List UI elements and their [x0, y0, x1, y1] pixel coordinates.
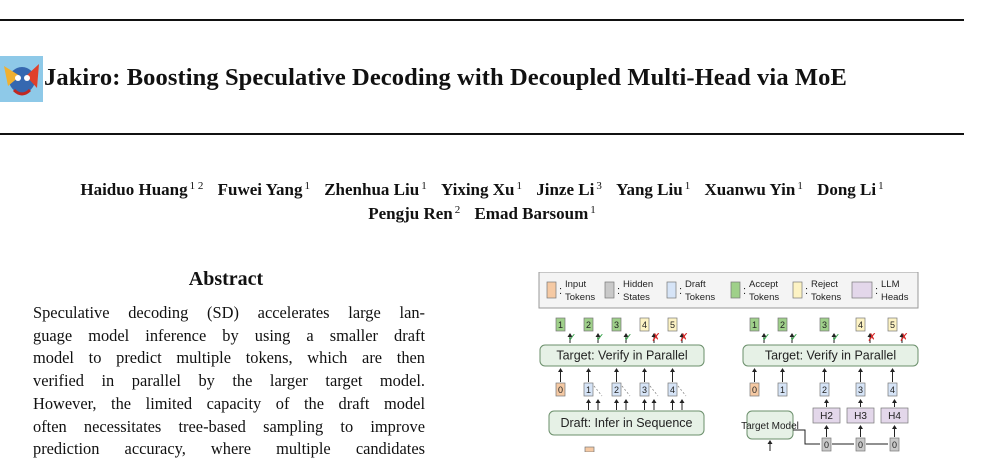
right-hidden-arrow-head [824, 425, 829, 429]
right-target-box-label: Target: Verify in Parallel [764, 348, 897, 363]
legend-swatch-accept [731, 282, 740, 298]
right-head-arrow-head [824, 399, 829, 403]
legend-swatch-reject [793, 282, 802, 298]
author: Dong Li $^1$ [817, 180, 884, 199]
author: Pengju Ren $^2$ [368, 204, 461, 223]
right-head-arrow-head [858, 399, 863, 403]
title-row [0, 52, 986, 108]
left-output-token-label: 4 [641, 320, 648, 330]
right-llm-head-label: H3 [854, 411, 867, 422]
left-draft-arrow-head [642, 399, 647, 403]
left-verify-mark: ✗ [651, 332, 661, 344]
left-draft-arrow-head [586, 399, 591, 403]
author: Yixing Xu $^1$ [440, 180, 522, 199]
right-output-token-label: 1 [751, 320, 758, 330]
abstract-line: often necessitates tree-based sampling to improve [33, 416, 425, 436]
left-seq-link [678, 386, 686, 396]
left-draft-arrow-2-head [652, 399, 657, 403]
legend-colon-accept: : [743, 285, 747, 297]
right-verify-mark: ✗ [899, 332, 909, 344]
left-verify-mark: ✓ [623, 332, 633, 344]
right-verify-mark: ✓ [789, 332, 799, 344]
top-rule [0, 19, 964, 21]
left-input-arrow-head [586, 368, 591, 372]
left-draft-arrow-head [614, 399, 619, 403]
legend-label-accept-line1: Accept [749, 279, 779, 290]
right-input-token-label: 3 [857, 385, 864, 395]
abstract-line: However, the limited capacity of the draft model [33, 393, 425, 413]
right-verify-mark: ✓ [761, 332, 771, 344]
legend-colon-input: : [559, 285, 563, 297]
authors-line-1 [0, 180, 964, 200]
legend-label-input-line2: Tokens [565, 292, 596, 303]
abstract-heading: Abstract [188, 268, 264, 290]
left-seq-link [622, 386, 630, 396]
left-input-arrow-head [558, 368, 563, 372]
legend-swatch-draft [667, 282, 676, 298]
figure-diagram [537, 272, 920, 452]
right-model-input-arrow-head [768, 440, 773, 444]
legend-swatch-llm [852, 282, 872, 298]
legend-label-hidden-line2: States [623, 292, 650, 303]
right-input-token-label: 0 [751, 385, 758, 395]
right-flow-line [793, 430, 820, 444]
left-seq-link [594, 386, 602, 396]
left-draft-box-label: Draft: Infer in Sequence [560, 416, 693, 430]
right-input-arrow-head [752, 368, 757, 372]
right-llm-head-label: H2 [820, 411, 833, 422]
left-output-token-label: 5 [669, 320, 676, 330]
legend-label-hidden-line1: Hidden [623, 279, 654, 290]
right-llm-head-label: H4 [888, 411, 901, 422]
right-input-arrow-head [780, 368, 785, 372]
left-input-token-label: 3 [641, 385, 648, 395]
legend-swatch-hidden [605, 282, 614, 298]
paper-title: Jakiro: Boosting Speculative Decoding with Decoupled Multi-Head via MoE [44, 64, 847, 91]
right-verify-mark: ✓ [831, 332, 841, 344]
right-output-token-label: 3 [821, 320, 828, 330]
abstract-line: prediction accuracy, where multiple candidates [33, 439, 425, 459]
abstract-line: Speculative decoding (SD) accelerates large lan- [33, 303, 425, 322]
dragon-logo-icon [0, 56, 43, 102]
legend-label-llm-line2: Heads [881, 292, 909, 303]
author: Xuanwu Yin $^1$ [704, 180, 803, 199]
right-output-token-label: 2 [779, 320, 786, 330]
author: Zhenhua Liu $^1$ [324, 180, 427, 199]
right-input-token-label: 4 [889, 385, 896, 395]
right-hidden-token-label: 0 [891, 440, 898, 450]
left-output-token-label: 1 [557, 320, 564, 330]
legend-label-draft-line2: Tokens [685, 292, 716, 303]
bottom-rule [0, 133, 964, 135]
right-hidden-token-label: 0 [857, 440, 864, 450]
author: Fuwei Yang $^1$ [217, 180, 310, 199]
author: Jinze Li $^3$ [536, 180, 602, 199]
right-input-arrow-head [858, 368, 863, 372]
right-output-token-label: 5 [889, 320, 896, 330]
right-input-token-label: 2 [821, 385, 828, 395]
right-hidden-token-label: 0 [823, 440, 830, 450]
left-input-arrow-head [642, 368, 647, 372]
left-input-arrow-head [670, 368, 675, 372]
legend-label-reject-line1: Reject [811, 279, 838, 290]
legend-colon-draft: : [679, 285, 683, 297]
abstract-line: guage model inference by using a smaller draft [33, 325, 425, 345]
author: Emad Barsoum $^1$ [474, 204, 596, 223]
right-hidden-arrow-head [892, 425, 897, 429]
right-input-token-label: 1 [779, 385, 786, 395]
figure-1 [537, 272, 920, 452]
left-input-token-label: 2 [613, 385, 620, 395]
right-model-box-label: Target Model [741, 421, 799, 432]
left-seq-link [650, 386, 658, 396]
left-verify-mark: ✓ [595, 332, 605, 344]
left-bottom-token-partial [585, 447, 594, 452]
author: Haiduo Huang $^{1 2}$ [80, 180, 204, 199]
right-verify-mark: ✗ [867, 332, 877, 344]
right-output-token-label: 4 [857, 320, 864, 330]
abstract-body [33, 302, 425, 461]
legend-label-draft-line1: Draft [685, 279, 706, 290]
left-input-token-label: 1 [585, 385, 592, 395]
legend-label-reject-line2: Tokens [811, 292, 842, 303]
left-draft-arrow-head [670, 399, 675, 403]
left-verify-mark: ✗ [679, 332, 689, 344]
left-input-arrow-head [614, 368, 619, 372]
left-output-token-label: 2 [585, 320, 592, 330]
left-output-token-label: 3 [613, 320, 620, 330]
author: Yang Liu $^1$ [616, 180, 691, 199]
left-input-token-label: 4 [669, 385, 676, 395]
right-head-arrow-head [892, 399, 897, 403]
legend-colon-reject: : [805, 285, 809, 297]
abstract-line: model to predict multiple tokens, which are then [33, 348, 425, 368]
abstract-line: verified in parallel by the larger target model. [33, 371, 425, 391]
left-verify-mark: ✓ [567, 332, 577, 344]
left-draft-arrow-2-head [596, 399, 601, 403]
right-input-arrow-head [822, 368, 827, 372]
left-draft-arrow-2-head [680, 399, 685, 403]
right-input-arrow-head [890, 368, 895, 372]
legend-label-llm-line1: LLM [881, 279, 900, 290]
authors-line-2 [0, 204, 964, 224]
legend-colon-llm: : [875, 285, 879, 297]
left-input-token-label: 0 [557, 385, 564, 395]
left-draft-arrow-2-head [624, 399, 629, 403]
legend-label-accept-line2: Tokens [749, 292, 780, 303]
legend-label-input-line1: Input [565, 279, 587, 290]
legend-colon-hidden: : [617, 285, 621, 297]
left-target-box-label: Target: Verify in Parallel [556, 348, 688, 363]
legend-swatch-input [547, 282, 556, 298]
right-hidden-arrow-head [858, 425, 863, 429]
